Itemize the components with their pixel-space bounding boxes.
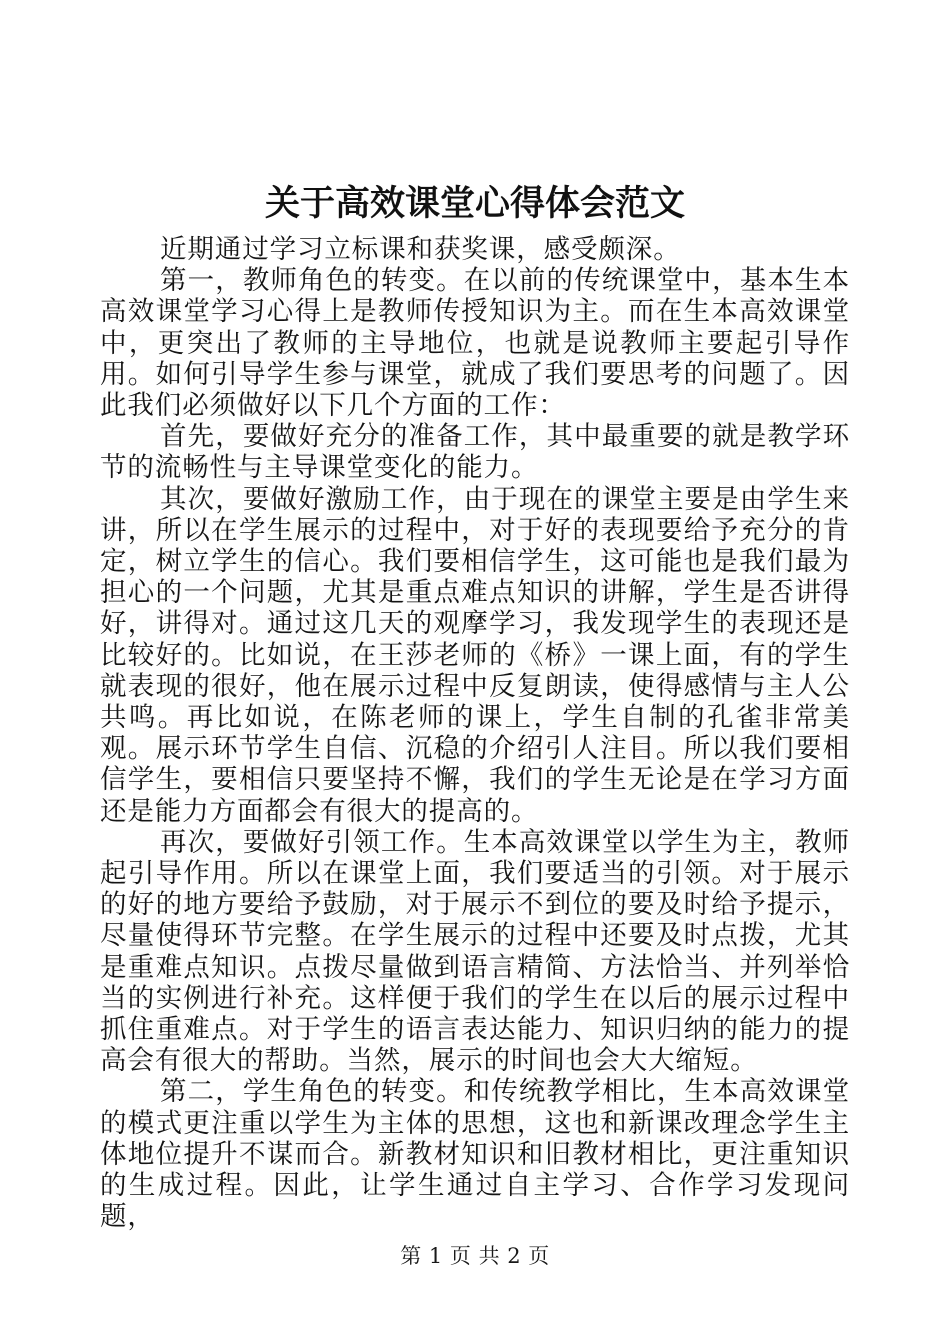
document-body <box>100 234 850 1233</box>
paragraph: 再次，要做好引领工作。生本高效课堂以学生为主，教师起引导作用。所以在课堂上面，我们要适当的引领。对于展示的好的地方要给予鼓励，对于展示不到位的要及时给予提示，尽量使得环节完整。在学生展示的过程中还要及时点拨，尤其是重难点知识。点拨尽量做到语言精简、方法恰当、并列举恰当的实例进行补充。这样便于我们的学生在以后的展示过程中抓住重难点。对于学生的语言表达能力、知识归纳的能力的提高会有很大的帮助。当然，展示的时间也会大大缩短。 <box>100 826 850 1077</box>
paragraph: 第二，学生角色的转变。和传统教学相比，生本高效课堂的模式更注重以学生为主体的思想，这也和新课改理念学生主体地位提升不谋而合。新教材知识和旧教材相比，更注重知识的生成过程。因此，让学生通过自主学习、合作学习发现问题， <box>100 1076 850 1233</box>
paragraph: 其次，要做好激励工作，由于现在的课堂主要是由学生来讲，所以在学生展示的过程中，对于好的表现要给予充分的肯定，树立学生的信心。我们要相信学生，这可能也是我们最为担心的一个问题，尤其是重点难点知识的讲解，学生是否讲得好，讲得对。通过这几天的观摩学习，我发现学生的表现还是比较好的。比如说，在王莎老师的《桥》一课上面，有的学生就表现的很好，他在展示过程中反复朗读，使得感情与主人公共鸣。再比如说，在陈老师的课上，学生自制的孔雀非常美观。展示环节学生自信、沉稳的介绍引人注目。所以我们要相信学生，要相信只要坚持不懈，我们的学生无论是在学习方面还是能力方面都会有很大的提高的。 <box>100 483 850 827</box>
paragraph: 首先，要做好充分的准备工作，其中最重要的就是教学环节的流畅性与主导课堂变化的能力。 <box>100 421 850 484</box>
paragraph: 第一，教师角色的转变。在以前的传统课堂中，基本生本高效课堂学习心得上是教师传授知识为主。而在生本高效课堂中，更突出了教师的主导地位，也就是说教师主要起引导作用。如何引导学生参与课堂，就成了我们要思考的问题了。因此我们必须做好以下几个方面的工作： <box>100 265 850 422</box>
page-number-footer: 第 1 页 共 2 页 <box>400 1244 550 1268</box>
page-title: 关于高效课堂心得体会范文 <box>264 184 685 223</box>
paragraph: 近期通过学习立标课和获奖课，感受颇深。 <box>160 234 681 265</box>
